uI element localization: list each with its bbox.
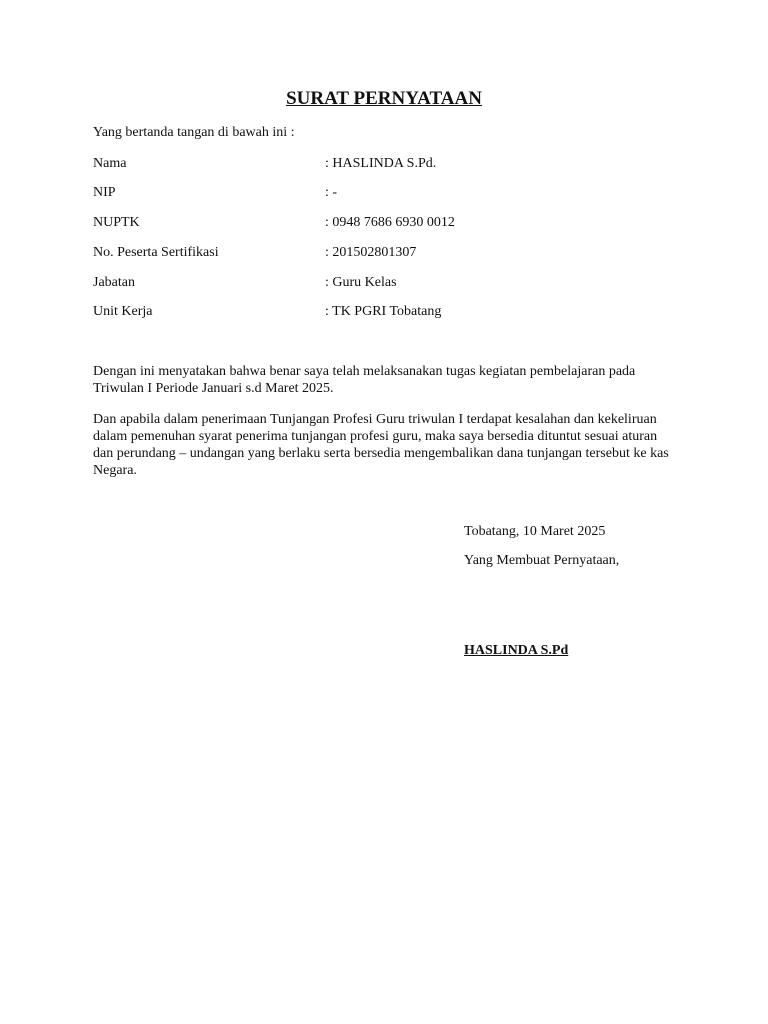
- field-row-jabatan: [93, 274, 673, 291]
- field-row-unit-kerja: [93, 303, 673, 320]
- field-label: Unit Kerja: [93, 304, 153, 319]
- intro-text: Yang bertanda tangan di bawah ini :: [93, 125, 295, 140]
- field-row-nuptk: [93, 214, 673, 231]
- field-row-nip: [93, 184, 673, 201]
- field-value: : -: [325, 185, 338, 200]
- field-label: Nama: [93, 156, 127, 171]
- signature-name: HASLINDA S.Pd: [464, 643, 569, 658]
- field-label: Jabatan: [93, 275, 135, 290]
- signature-closing: Yang Membuat Pernyataan,: [464, 553, 620, 568]
- field-value: : TK PGRI Tobatang: [325, 304, 442, 319]
- field-label: NIP: [93, 185, 116, 200]
- field-row-no-peserta: [93, 244, 673, 261]
- field-label: No. Peserta Sertifikasi: [93, 245, 219, 260]
- document-title: SURAT PERNYATAAN: [286, 88, 482, 109]
- field-value: : HASLINDA S.Pd.: [325, 156, 437, 171]
- field-value: : 201502801307: [325, 245, 417, 260]
- field-row-nama: [93, 155, 673, 172]
- field-value: : 0948 7686 6930 0012: [325, 215, 455, 230]
- liability-paragraph: Dan apabila dalam penerimaan Tunjangan Profesi Guru triwulan I terdapat kesalahan dan kekeliruan dalam pemenuhan syarat penerima tunjangan profesi guru, maka saya bersedia dituntut sesuai aturan dan perundang – undangan yang berlaku serta bersedia mengembalikan dana tunjangan tersebut ke kas Negara.: [93, 412, 669, 478]
- signature-place-date: Tobatang, 10 Maret 2025: [464, 524, 606, 539]
- field-label: NUPTK: [93, 215, 140, 230]
- field-value: : Guru Kelas: [325, 275, 397, 290]
- statement-paragraph: Dengan ini menyatakan bahwa benar saya telah melaksanakan tugas kegiatan pembelajaran pada Triwulan I Periode Januari s.d Maret 2025.: [93, 364, 636, 396]
